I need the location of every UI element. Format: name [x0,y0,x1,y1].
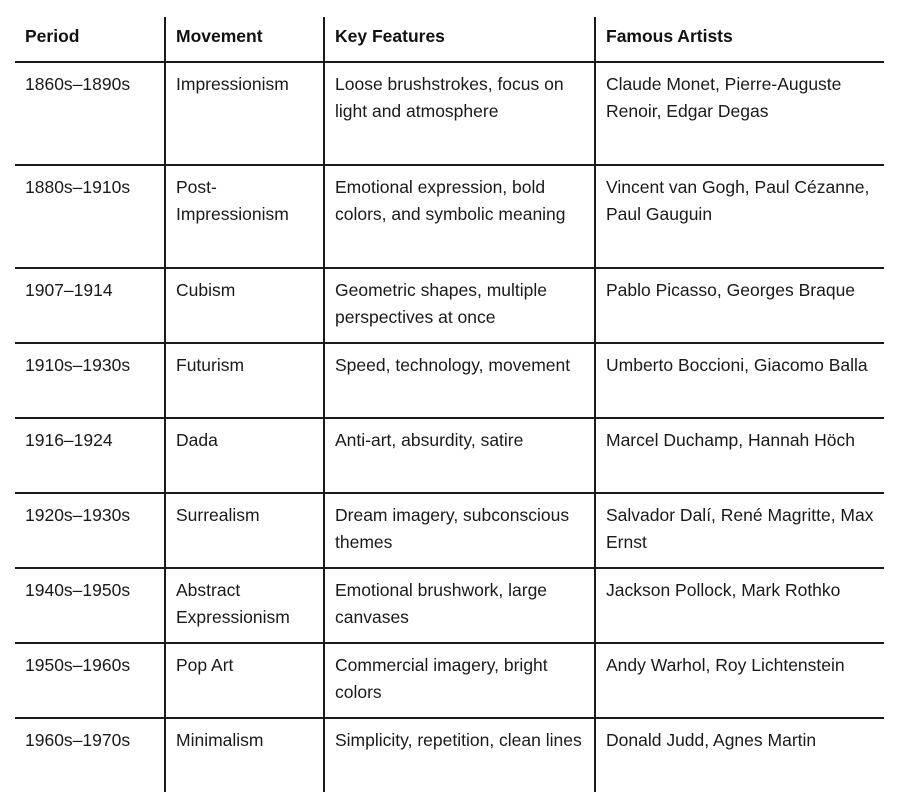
cell-features: Dream imagery, subconscious themes [324,493,595,568]
cell-period: 1960s–1970s [25,730,131,750]
cell-movement: Surrealism [165,493,324,568]
cell-features: Anti-art, absurdity, satire [324,418,595,493]
cell-movement: Impressionism [165,62,324,165]
cell-features: Loose brushstrokes, focus on light and atmosphere [324,62,595,165]
cell-artists: Donald Judd, Agnes Martin [595,718,884,792]
cell-features: Simplicity, repetition, clean lines [324,718,595,792]
cell-features: Geometric shapes, multiple perspectives at once [324,268,595,343]
cell-artists: Jackson Pollock, Mark Rothko [595,568,884,643]
table-row [15,418,884,493]
cell-artists: Umberto Boccioni, Giacomo Balla [595,343,884,418]
header-movement: Movement [165,17,324,62]
cell-artists: Pablo Picasso, Georges Braque [595,268,884,343]
cell-movement: Cubism [165,268,324,343]
cell-movement: Futurism [165,343,324,418]
cell-period: 1907–1914 [15,268,165,343]
cell-features: Commercial imagery, bright colors [324,643,595,718]
cell-artists: Salvador Dalí, René Magritte, Max Ernst [595,493,884,568]
cell-period: 1910s–1930s [15,343,165,418]
art-movements-table [15,17,884,792]
table-row [15,165,884,268]
cell-period: 1916–1924 [15,418,165,493]
cell-period: 1950s–1960s [15,643,165,718]
cell-features: Emotional brushwork, large canvases [324,568,595,643]
cell-movement: Abstract Expressionism [165,568,324,643]
table-row [15,343,884,418]
table-row [15,493,884,568]
cell-movement: Dada [165,418,324,493]
cell-features: Emotional expression, bold colors, and symbolic meaning [324,165,595,268]
table-row [15,62,884,165]
cell-movement: Minimalism [165,718,324,792]
cell-movement: Pop Art [165,643,324,718]
cell-period: 1860s–1890s [15,62,165,165]
cell-artists: Vincent van Gogh, Paul Cézanne, Paul Gauguin [595,165,884,268]
table-row [15,268,884,343]
table-row [15,643,884,718]
table-header-row [15,17,884,62]
cell-features: Speed, technology, movement [324,343,595,418]
header-famous-artists: Famous Artists [595,17,884,62]
table-row [15,568,884,643]
table-row [15,718,884,792]
cell-movement: Post-Impressionism [165,165,324,268]
cell-period: 1880s–1910s [15,165,165,268]
cell-artists: Andy Warhol, Roy Lichtenstein [595,643,884,718]
cell-period: 1920s–1930s [15,493,165,568]
cell-period: 1940s–1950s [15,568,165,643]
header-key-features: Key Features [324,17,595,62]
header-period: Period [15,17,165,62]
cell-artists: Claude Monet, Pierre-Auguste Renoir, Edgar Degas [595,62,884,165]
cell-artists: Marcel Duchamp, Hannah Höch [595,418,884,493]
